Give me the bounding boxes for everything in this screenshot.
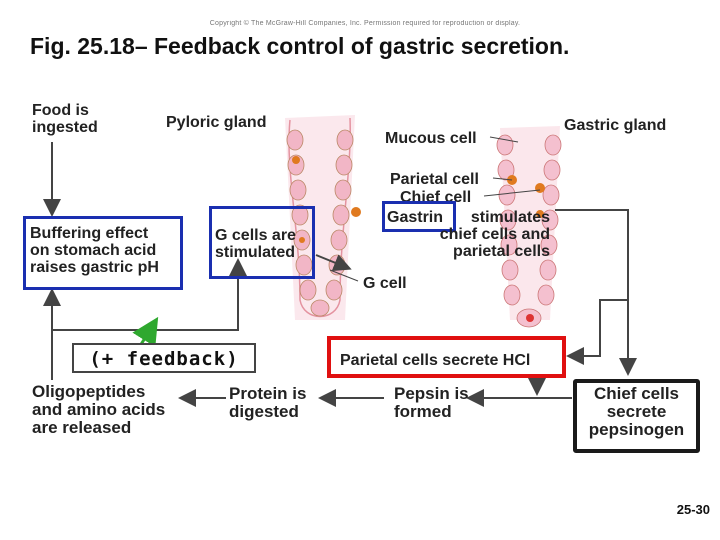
label-g-cell: G cell xyxy=(363,275,407,292)
label-mucous-cell: Mucous cell xyxy=(385,130,477,147)
label-parietal-cell: Parietal cell xyxy=(390,171,479,188)
label-oligopeptides: Oligopeptides and amino acids are released xyxy=(32,382,166,437)
figure-title: Fig. 25.18– Feedback control of gastric secretion. xyxy=(30,33,570,59)
label-g-cells-stimulated: G cells are stimulated xyxy=(215,227,296,261)
label-gastric-gland: Gastric gland xyxy=(564,117,667,134)
label-pepsin-formed: Pepsin is formed xyxy=(394,384,469,421)
label-protein-digested: Protein is digested xyxy=(229,384,307,421)
label-pyloric-gland: Pyloric gland xyxy=(166,114,267,131)
copyright-notice: Copyright © The McGraw-Hill Companies, Inc. Permission required for reproduction or display. xyxy=(209,20,521,27)
label-food-ingested: Food is ingested xyxy=(32,102,98,136)
feedback-label: (+ feedback) xyxy=(72,343,256,373)
page-number: 25-30 xyxy=(676,502,710,517)
label-gastrin: Gastrin xyxy=(387,209,444,226)
label-parietal-secrete: Parietal cells secrete HCl xyxy=(340,352,531,369)
label-chief-secrete: Chief cells secrete pepsinogen xyxy=(588,384,685,439)
label-buffering: Buffering effect on stomach acid raises gastric pH xyxy=(30,225,159,276)
label-chief-cell: Chief cell xyxy=(400,189,472,206)
label-gastrin-stimulates: stimulates chief cells and parietal cells xyxy=(439,209,550,260)
